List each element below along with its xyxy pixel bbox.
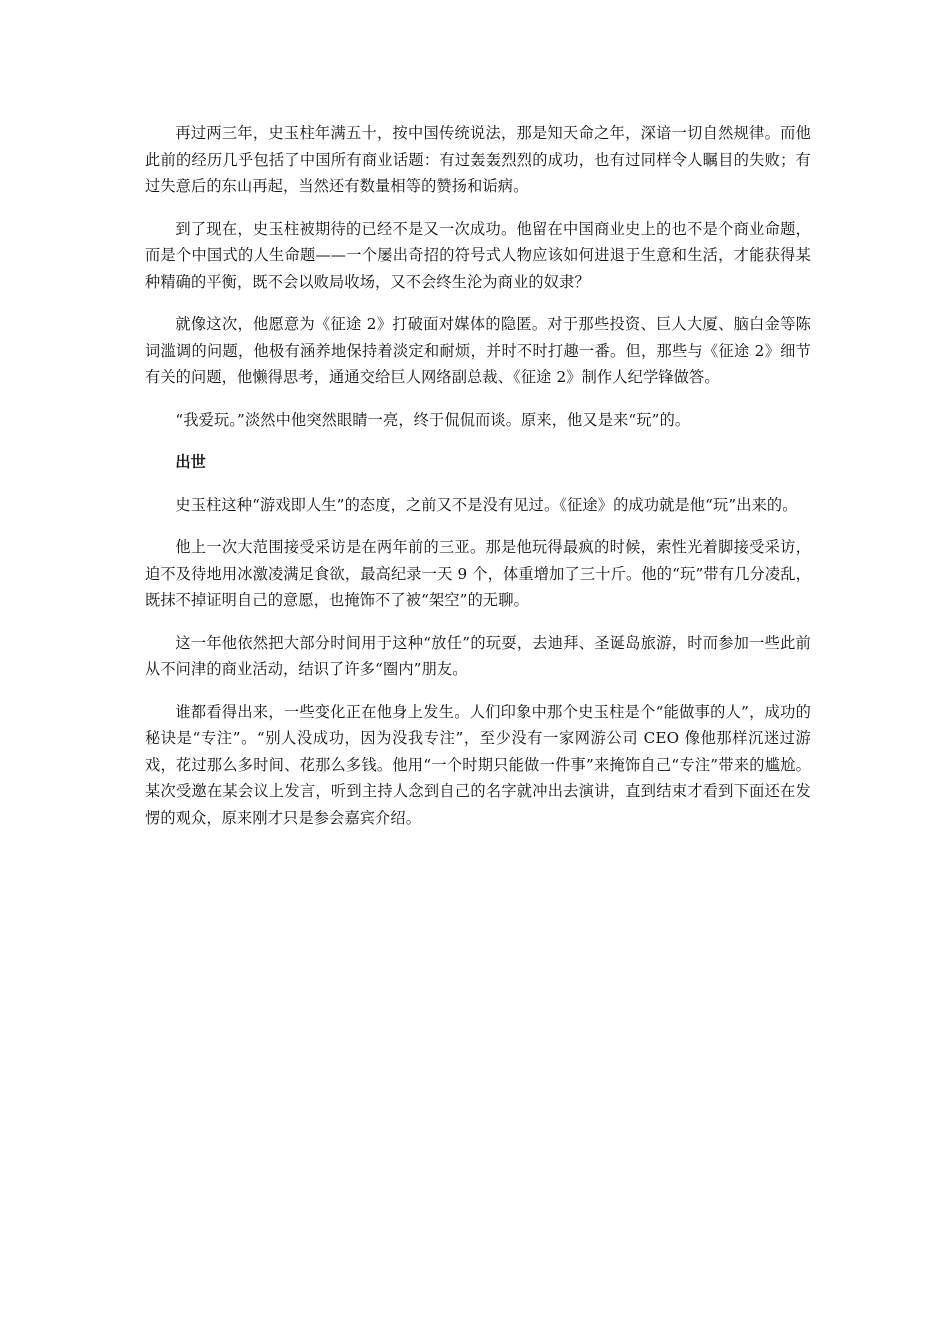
paragraph-5: 史玉柱这种“游戏即人生”的态度，之前又不是没有见过。《征途》的成功就是他“玩”出来的。 — [175, 495, 798, 514]
paragraph-3: 就像这次，他愿意为《征途 2》打破面对媒体的隐匿。对于那些投资、巨人大厦、脑白金等陈词滥调的问题，他极有涵养地保持着淡定和耐烦，并时不时打趣一番。但，那些与《征途 2》细节有关的问题，他懒得思考，通通交给巨人网络副总裁、《征途 2》制作人纪学锋做答。 — [145, 315, 811, 386]
paragraph-6: 他上一次大范围接受采访是在两年前的三亚。那是他玩得最疯的时候，索性光着脚接受采访，迫不及待地用冰激凌满足食欲，最高纪录一天 9 个，体重增加了三十斤。他的“玩”带有几分凌乱，既抹不掉证明自己的意愿，也掩饰不了被“架空”的无聊。 — [145, 538, 811, 609]
paragraph-8: 谁都看得出来，一些变化正在他身上发生。人们印象中那个史玉柱是个“能做事的人”，成功的秘诀是“专注”。“别人没成功，因为没我专注”，至少没有一家网游公司 CEO 像他那样沉迷过游戏，花过那么多时间、花那么多钱。他用“一个时期只能做一件事”来掩饰自己“专注”带来的尴尬。某次受邀在某会议上发言，听到主持人念到自己的名字就冲出去演讲，直到结束才看到下面还在发愣的观众，原来刚才只是参会嘉宾介绍。 — [145, 702, 811, 827]
paragraph-7: 这一年他依然把大部分时间用于这种“放任”的玩耍，去迪拜、圣诞岛旅游，时而参加一些此前从不问津的商业活动，结识了许多“圈内”朋友。 — [145, 633, 811, 678]
section-heading: 出世 — [175, 453, 206, 471]
paragraph-4: “我爱玩。”淡然中他突然眼睛一亮，终于侃侃而谈。原来，他又是来“玩”的。 — [175, 410, 691, 429]
article-body — [145, 120, 811, 847]
paragraph-2: 到了现在，史玉柱被期待的已经不是又一次成功。他留在中国商业史上的也不是个商业命题，而是个中国式的人生命题——一个屡出奇招的符号式人物应该如何进退于生意和生活，才能获得某种精确的平衡，既不会以败局收场，又不会终生沦为商业的奴隶？ — [145, 219, 811, 291]
paragraph-1: 再过两三年，史玉柱年满五十，按中国传统说法，那是知天命之年，深谙一切自然规律。而他此前的经历几乎包括了中国所有商业话题：有过轰轰烈烈的成功，也有过同样令人瞩目的失败；有过失意后的东山再起，当然还有数量相等的赞扬和诟病。 — [145, 124, 811, 195]
